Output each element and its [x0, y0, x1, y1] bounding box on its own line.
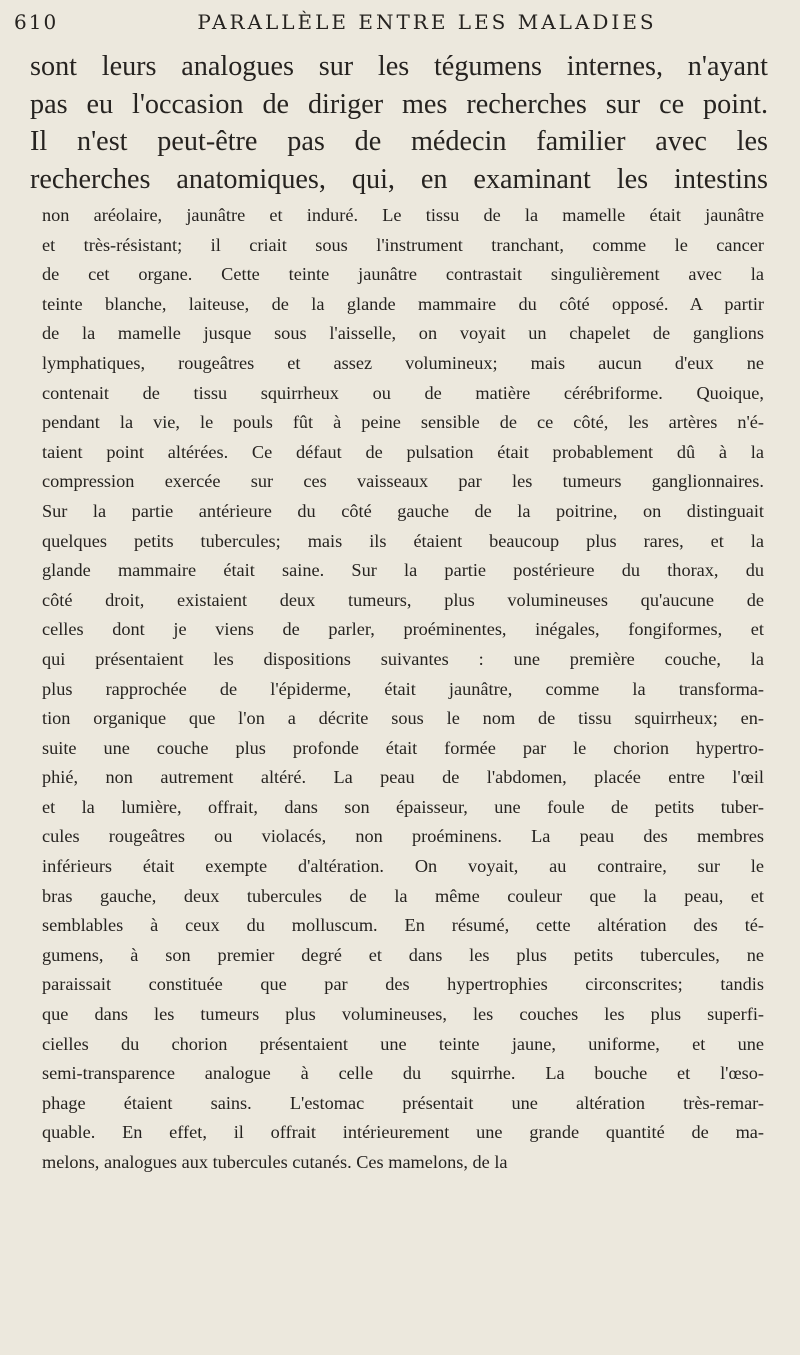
footnote-line: de cet organe. Cette teinte jaunâtre contrastait singulièrement avec la	[42, 264, 764, 285]
footnote-line: plus rapprochée de l'épiderme, était jaunâtre, comme la transforma-	[42, 678, 764, 699]
footnote-line: gumens, à son premier degré et dans les plus petits tubercules, ne	[42, 944, 764, 965]
footnote-line: quable. En effet, il offrait intérieurement une grande quantité de ma-	[42, 1122, 764, 1143]
footnote-line: non aréolaire, jaunâtre et induré. Le tissu de la mamelle était jaunâtre	[42, 205, 764, 225]
footnote-line: melons, analogues aux tubercules cutanés. Ces mamelons, de la	[42, 1152, 508, 1172]
footnote-line: semi-transparence analogue à celle du squirrhe. La bouche et l'œso-	[42, 1063, 764, 1084]
footnote-line: teinte blanche, laiteuse, de la glande mammaire du côté opposé. A partir	[42, 293, 764, 314]
footnote-line: et très-résistant; il criait sous l'instrument tranchant, comme le cancer	[42, 234, 764, 255]
footnote-line: phié, non autrement altéré. La peau de l'abdomen, placée entre l'œil	[42, 767, 764, 788]
footnote-line: cules rougeâtres ou violacés, non proéminens. La peau des membres	[42, 826, 764, 847]
text-line: recherches anatomiques, qui, en examinant les intestins	[30, 163, 768, 195]
footnote-line: qui présentaient les dispositions suivantes : une première couche, la	[42, 648, 764, 669]
text-line: sont leurs analogues sur les tégumens internes, n'ayant	[30, 51, 768, 82]
footnote-line: de la mamelle jusque sous l'aisselle, on voyait un chapelet de ganglions	[42, 323, 764, 344]
running-title: PARALLÈLE ENTRE LES MALADIES	[197, 10, 657, 34]
footnote-line: glande mammaire était saine. Sur la partie postérieure du thorax, du	[42, 560, 764, 581]
footnote-line: lymphatiques, rougeâtres et assez volumineux; mais aucun d'eux ne	[42, 352, 764, 373]
footnote-line: quelques petits tubercules; mais ils étaient beaucoup plus rares, et la	[42, 530, 764, 551]
footnote-line: suite une couche plus profonde était formée par le chorion hypertro-	[42, 737, 764, 758]
footnote-text	[42, 201, 764, 1178]
page-header	[14, 10, 770, 38]
footnote-line: semblables à ceux du molluscum. En résumé, cette altération des té-	[42, 915, 764, 936]
text-line: Il n'est peut-être pas de médecin familier avec les	[30, 126, 768, 157]
footnote-line: celles dont je viens de parler, proéminentes, inégales, fongiformes, et	[42, 619, 764, 640]
footnote-line: taient point altérées. Ce défaut de pulsation était probablement dû à la	[42, 441, 764, 462]
footnote-line: phage étaient sains. L'estomac présentait une altération très-remar-	[42, 1092, 764, 1113]
footnote-line: que dans les tumeurs plus volumineuses, les couches les plus superfi-	[42, 1004, 764, 1025]
footnote-line: pendant la vie, le pouls fût à peine sensible de ce côté, les artères n'é-	[42, 412, 764, 433]
footnote-line: paraissait constituée que par des hypertrophies circonscrites; tandis	[42, 974, 764, 995]
footnote-line: contenait de tissu squirrheux ou de matière cérébriforme. Quoique,	[42, 382, 764, 403]
footnote-line: cielles du chorion présentaient une teinte jaune, uniforme, et une	[42, 1033, 764, 1054]
page-number: 610	[14, 10, 59, 34]
footnote-line: Sur la partie antérieure du côté gauche de la poitrine, on distinguait	[42, 500, 764, 521]
text-line: pas eu l'occasion de diriger mes recherches sur ce point.	[30, 88, 768, 120]
footnote-line: compression exercée sur ces vaisseaux par les tumeurs ganglionnaires.	[42, 471, 764, 492]
footnote-line: côté droit, existaient deux tumeurs, plus volumineuses qu'aucune de	[42, 589, 764, 610]
footnote-line: inférieurs était exempte d'altération. On voyait, au contraire, sur le	[42, 856, 764, 877]
main-text	[30, 48, 768, 198]
footnote-line: et la lumière, offrait, dans son épaisseur, une foule de petits tuber-	[42, 796, 764, 817]
footnote-line: bras gauche, deux tubercules de la même couleur que la peau, et	[42, 885, 764, 906]
footnote-line: tion organique que l'on a décrite sous le nom de tissu squirrheux; en-	[42, 708, 764, 729]
